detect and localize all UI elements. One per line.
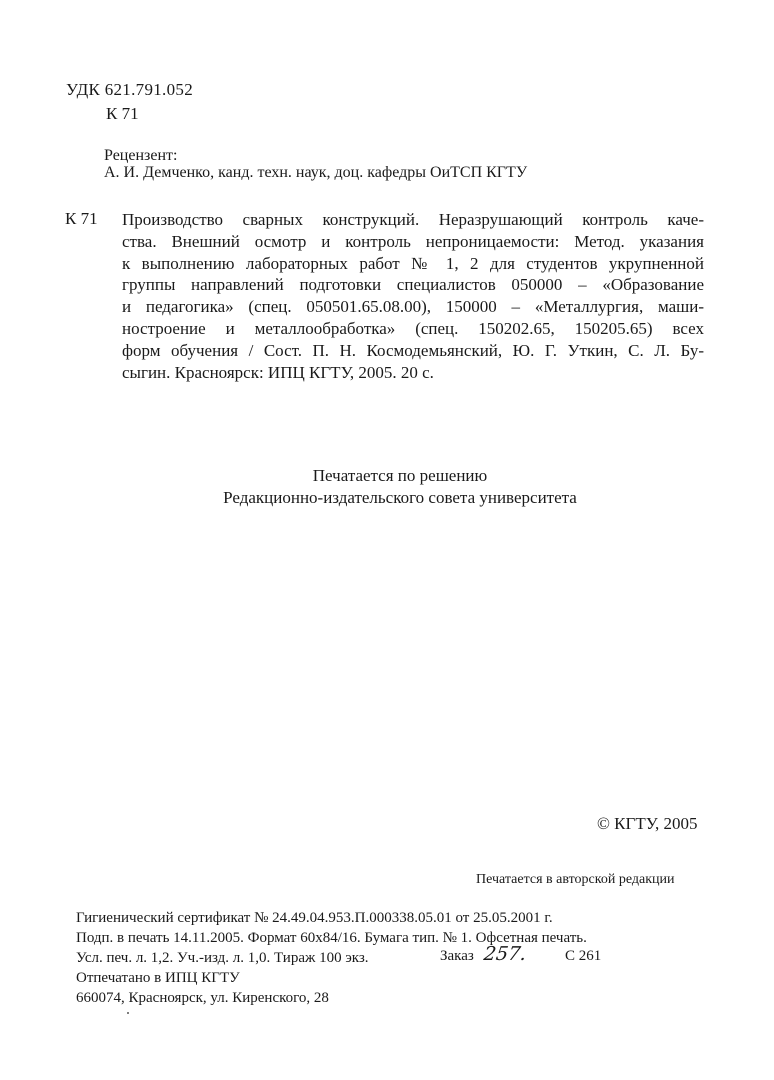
print-decision-line-1: Печатается по решению [312, 466, 488, 485]
print-volume: Усл. печ. л. 1,2. Уч.-изд. л. 1,0. Тираж 100 экз. [76, 950, 369, 966]
copyright-notice: © КГТУ, 2005 [597, 814, 698, 833]
printing-house: Отпечатано в ИПЦ КГТУ [76, 970, 240, 986]
printing-address: 660074, Красноярск, ул. Киренского, 28 [76, 990, 329, 1006]
scan-speck [127, 1012, 129, 1014]
bibliographic-line: к выполнению лабораторных работ № 1, 2 для студентов укрупненной [122, 253, 704, 273]
hygiene-certificate: Гигиенический сертификат № 24.49.04.953.П.000338.05.01 от 25.05.2001 г. [76, 910, 553, 926]
bibliographic-line: сыгин. Красноярск: ИПЦ КГТУ, 2005. 20 с. [122, 362, 434, 382]
bibliographic-code: К 71 [65, 209, 98, 228]
bibliographic-line: ностроение и металлообработка» (спец. 150202.65, 150205.65) всех [122, 318, 704, 338]
bibliographic-description [122, 209, 704, 383]
bibliographic-line: и педагогика» (спец. 050501.65.08.00), 150000 – «Металлургия, маши- [122, 297, 704, 317]
author-edition-note: Печатается в авторской редакции [476, 872, 675, 887]
order-number-handwritten: 257. [482, 943, 528, 965]
bibliographic-line: форм обучения / Сост. П. Н. Космодемьянский, Ю. Г. Уткин, С. Л. Бу- [122, 340, 704, 360]
bibliographic-line: Производство сварных конструкций. Неразрушающий контроль каче- [122, 210, 704, 229]
author-mark: К 71 [106, 104, 139, 123]
reviewer-label: Рецензент: [104, 147, 178, 164]
bibliographic-line: ства. Внешний осмотр и контроль непроницаемости: Метод. указания [122, 231, 704, 251]
order-label: Заказ [440, 948, 474, 964]
bibliographic-line: группы направлений подготовки специалистов 050000 – «Образование [122, 275, 704, 295]
signed-to-print: Подп. в печать 14.11.2005. Формат 60x84/16. Бумага тип. № 1. Офсетная печать. [76, 930, 587, 946]
reviewer-name: А. И. Демченко, канд. техн. наук, доц. кафедры ОиТСП КГТУ [104, 164, 528, 181]
page-code: С 261 [565, 948, 602, 964]
udk-index: УДК 621.791.052 [66, 80, 194, 99]
print-decision-line-2: Редакционно-издательского совета университета [223, 488, 577, 507]
